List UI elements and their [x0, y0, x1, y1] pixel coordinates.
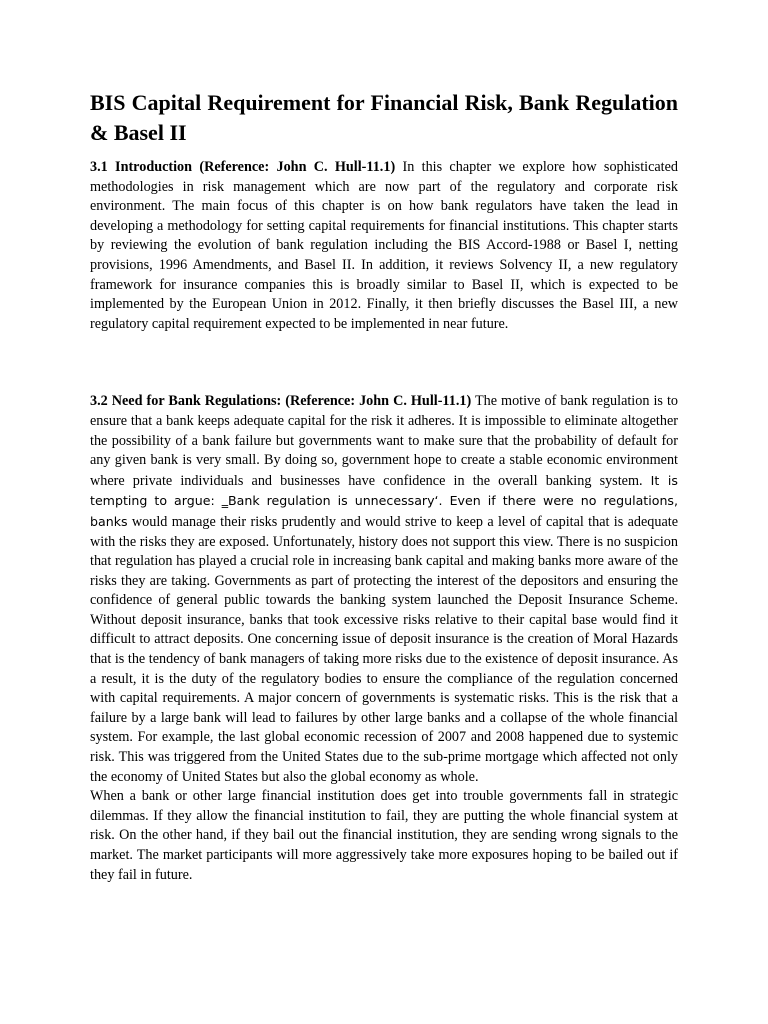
section-spacer [90, 334, 678, 392]
section-need-body-part2: would manage their risks prudently and would strive to keep a level of capital that is adequate with the risks they are exposed. Unfortunately, history does not support this view. There is no suspicion that regulation has played a crucial role in increasing bank capital and making banks more aware of the risks they are taking. Governments as part of protecting the interest of the depositors and ensuring the confidence of general public towards the banking system launched the Deposit Insurance Scheme. Without deposit insurance, banks that took excessive risks relative to their capital base would find it difficult to attract deposits. One concerning issue of deposit insurance is the creation of Moral Hazards that is the tendency of bank managers of taking more risks due to the existence of deposit insurance. As a result, it is the duty of the regulatory bodies to ensure the compliance of the regulation concerned with capital requirements. A major concern of governments is systematic risks. This is the risk that a failure by a large bank will lead to failures by other large banks and a collapse of the whole financial system. For example, the last global economic recession of 2007 and 2008 happened due to systemic risk. This was triggered from the United States due to the sub-prime mortgage which affected not only the economy of United States but also the global economy as whole. [90, 513, 678, 785]
section-introduction [90, 158, 678, 334]
document-page [90, 88, 678, 885]
section-need-heading: 3.2 Need for Bank Regulations: (Reference: John C. Hull-11.1) [90, 393, 472, 410]
section-introduction-heading: 3.1 Introduction (Reference: John C. Hull-11.1) [90, 159, 396, 175]
section-introduction-body: In this chapter we explore how sophisticated methodologies in risk management which are now part of the regulatory and corporate risk environment. The main focus of this chapter is on how bank regulators have taken the lead in developing a methodology for setting capital requirements for financial institutions. This chapter starts by reviewing the evolution of bank regulation including the BIS Accord-1988 or Basel I, netting provisions, 1996 Amendments, and Basel II. In addition, it reviews Solvency II, a new regulatory framework for insurance companies this is broadly similar to Basel II, which is expected to be implemented by the European Union in 2012. Finally, it then briefly discusses the Basel III, a new regulatory capital requirement expected to be implemented in near future. [90, 159, 679, 332]
section-need-for-regulation [90, 392, 678, 787]
section-need-body-part1: The motive of bank regulation is to ensure that a bank keeps adequate capital for the risk it adheres. It is impossible to eliminate altogether the possibility of a bank failure but governments want to make sure that the probability of default for any given bank is very small. By doing so, government hope to create a stable economic environment where private individuals and businesses have confidence in the overall banking system. [90, 393, 678, 489]
section-need-paragraph-2: When a bank or other large financial institution does get into trouble governments fall in strategic dilemmas. If they allow the financial institution to fail, they are putting the whole financial system at risk. On the other hand, if they bail out the financial institution, they are sending wrong signals to the market. The market participants will more aggressively take more exposures hoping to be bailed out if they fail in future. [90, 788, 678, 883]
document-title: BIS Capital Requirement for Financial Risk, Bank Regulation & Basel II [90, 90, 678, 145]
section-need-body-quote: It is tempting to argue: ‗Bank regulation is unnecessary‘. Even if there were no regulations, banks [90, 472, 678, 529]
